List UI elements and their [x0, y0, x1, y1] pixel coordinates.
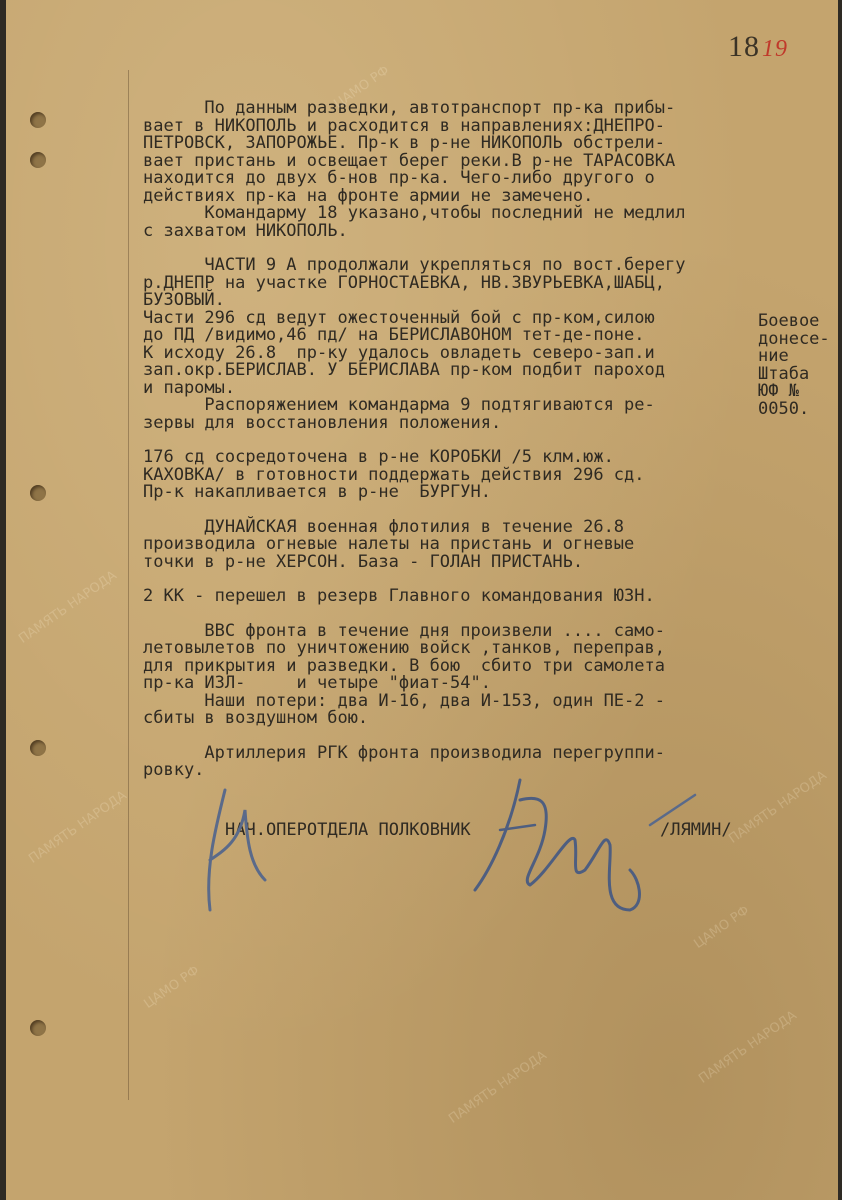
text-line: КАХОВКА/ в готовности поддержать действия 296 сд. [143, 464, 645, 485]
pencil-stroke-right [640, 780, 700, 840]
side-note [758, 313, 828, 418]
text-line: Части 296 сд ведут ожесточенный бой с пр-ком,силою [143, 307, 655, 328]
text-line: 2 КК - перешел в резерв Главного командования ЮЗН. [143, 586, 655, 606]
text-line: летовылетов по уничтожению войск ,танков, переправ, [143, 638, 665, 658]
text-line: для прикрытия и разведки. В бою сбито три самолета [143, 655, 665, 676]
text-line [143, 606, 743, 623]
text-line: Наши потери: два И-16, два И-153, один ПЕ-2 - [143, 690, 665, 711]
text-line: вает в НИКОПОЛЬ и расходится в направлениях:ДНЕПРО- [143, 115, 665, 136]
text-line: ВВС фронта в течение дня произвели .... само- [143, 620, 665, 641]
text-line: производила огневые налеты на пристань и огневые [143, 534, 635, 554]
text-line: с захватом НИКОПОЛЬ. [143, 220, 348, 241]
handwritten-signature [460, 770, 660, 930]
text-line: ровку. [143, 760, 205, 780]
text-line: сбиты в воздушном бою. [143, 708, 369, 728]
watermark: ПАМЯТЬ НАРОДА [726, 768, 830, 847]
text-line: Пр-к накапливается в р-не БУРГУН. [143, 482, 491, 502]
watermark: ПАМЯТЬ НАРОДА [16, 568, 120, 647]
text-line: ЧАСТИ 9 А продолжали укрепляться по вост.берегу [143, 255, 686, 275]
watermark-small: ЦАМО РФ [691, 903, 753, 952]
watermark-small: ЦАМО РФ [331, 63, 393, 112]
side-note-line: Боевое [758, 311, 820, 331]
punch-hole [30, 485, 46, 501]
text-line: р.ДНЕПР на участке ГОРНОСТАЕВКА, НВ.ЗВУРЬЕВКА,ШАБЦ, [143, 272, 665, 293]
page-number-typed: 18 [728, 30, 760, 63]
side-note-line: Штаба [758, 363, 810, 384]
text-line: точки в р-не ХЕРСОН. База - ГОЛАН ПРИСТАНЬ. [143, 551, 584, 572]
side-note-line: ние [758, 346, 789, 366]
text-line: Артиллерия РГК фронта производила перегруппи- [143, 742, 665, 763]
side-note-line: донесе- [758, 328, 830, 349]
text-line: Командарму 18 указано,чтобы последний не медлил [143, 203, 686, 223]
punch-hole [30, 1020, 46, 1036]
watermark: ПАМЯТЬ НАРОДА [446, 1048, 550, 1127]
text-line: действиях пр-ка на фронте армии не замечено. [143, 185, 594, 206]
punch-hole [30, 152, 46, 168]
text-line: По данным разведки, автотранспорт пр-ка прибы- [143, 98, 676, 118]
text-line: ДУНАЙСКАЯ военная флотилия в течение 26.8 [143, 516, 625, 537]
report-body-text [143, 100, 743, 780]
text-line [143, 728, 743, 745]
page-number-stamp: 19 [762, 36, 788, 62]
text-line: Распоряжением командарма 9 подтягиваются ре- [143, 395, 655, 415]
side-note-line: ЮФ № [758, 381, 799, 401]
text-line: зервы для восстановления положения. [143, 412, 502, 433]
text-line: до ПД /видимо,46 пд/ на БЕРИСЛАВОНОМ тет-де-поне. [143, 325, 645, 345]
text-line: 176 сд сосредоточена в р-не КОРОБКИ /5 клм.юж. [143, 447, 614, 467]
pencil-mark-left [195, 770, 285, 930]
watermark-small: ЦАМО РФ [141, 963, 203, 1012]
signature-name: /ЛЯМИН/ [660, 820, 732, 840]
text-line: вает пристань и освещает берег реки.В р-не ТАРАСОВКА [143, 150, 676, 171]
watermark: ПАМЯТЬ НАРОДА [696, 1008, 800, 1087]
text-line [143, 502, 743, 519]
punch-hole [30, 740, 46, 756]
margin-fold-line [128, 70, 129, 1100]
watermark: ПАМЯТЬ НАРОДА [26, 788, 130, 867]
side-note-line: 0050. [758, 398, 810, 419]
signature-title: НАЧ.ОПЕРОТДЕЛА ПОЛКОВНИК [225, 820, 471, 840]
page-number [728, 30, 788, 64]
text-line: К исходу 26.8 пр-ку удалось овладеть северо-зап.и [143, 342, 655, 363]
text-line: находится до двух б-нов пр-ка. Чего-либо другого о [143, 168, 655, 188]
scan-edge-right [838, 0, 842, 1200]
text-line: зап.окр.БЕРИСЛАВ. У БЕРИСЛАВА пр-ком подбит пароход [143, 360, 665, 380]
scan-edge-left [0, 0, 6, 1200]
punch-hole [30, 112, 46, 128]
text-line: пр-ка ИЗЛ- и четыре "фиат-54". [143, 673, 491, 693]
text-line: и паромы. [143, 377, 236, 398]
text-line: БУЗОВЫЙ. [143, 290, 225, 310]
text-line: ПЕТРОВСК, ЗАПОРОЖЬЕ. Пр-к в р-не НИКОПОЛЬ обстрели- [143, 133, 665, 153]
